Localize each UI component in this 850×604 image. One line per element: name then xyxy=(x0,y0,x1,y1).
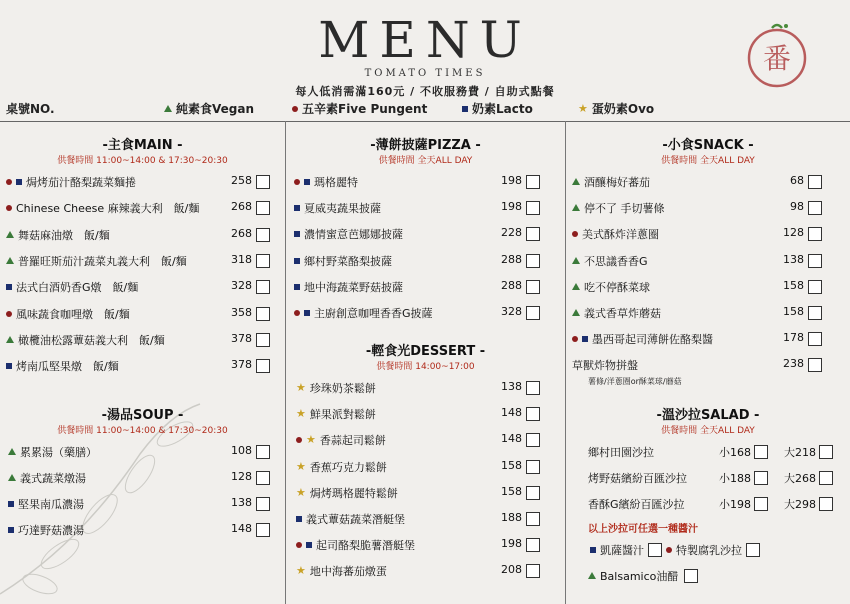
main-section-title: -主食MAIN - xyxy=(102,138,183,153)
menu-item-name xyxy=(294,200,381,216)
menu-item-row xyxy=(294,253,546,271)
order-checkbox[interactable] xyxy=(526,512,540,526)
menu-item-row xyxy=(296,432,546,450)
menu-item-label: 普羅旺斯茄汁蔬菜丸義大利 飯/麵 xyxy=(18,254,187,268)
menu-item-label: 焗烤茄汁酪梨蔬菜麵捲 xyxy=(26,176,136,189)
menu-item-label: 義式蔬菜燉湯 xyxy=(20,472,86,485)
salad-small-checkbox[interactable] xyxy=(754,471,768,485)
menu-item-label: 吃不停酥菜球 xyxy=(584,280,650,294)
tomato-logo xyxy=(742,20,812,90)
menu-item-price: 198 xyxy=(501,174,522,187)
dressing-balsamico-checkbox[interactable] xyxy=(684,569,698,583)
menu-item-name xyxy=(572,357,638,373)
lacto-marker-icon xyxy=(304,179,310,185)
menu-item-name xyxy=(6,358,119,374)
menu-item-row xyxy=(8,444,276,462)
menu-title: MENU xyxy=(318,11,532,69)
menu-item-price: 208 xyxy=(501,563,522,577)
pungent-marker-icon xyxy=(666,547,672,553)
menu-item-price: 198 xyxy=(501,200,522,214)
vegan-marker-icon xyxy=(572,204,580,211)
menu-item-name xyxy=(572,253,648,269)
salad-small-price: 小188 xyxy=(719,472,751,485)
order-checkbox[interactable] xyxy=(256,497,270,511)
menu-item-name xyxy=(294,226,403,242)
menu-item-price: 98 xyxy=(790,200,804,214)
menu-item-label: 香蕉巧克力鬆餅 xyxy=(309,460,387,474)
legend-lacto xyxy=(462,100,533,117)
order-checkbox[interactable] xyxy=(256,307,270,321)
menu-item-name xyxy=(296,432,386,448)
order-checkbox[interactable] xyxy=(526,227,540,241)
menu-item-price: 158 xyxy=(501,484,522,498)
menu-item-price: 288 xyxy=(501,252,522,266)
menu-item-label: 美式酥炸洋蔥圈 xyxy=(582,228,659,242)
legend-vegan xyxy=(164,100,254,117)
menu-item-name xyxy=(6,227,110,243)
menu-item-name xyxy=(572,331,713,347)
menu-subtitle: TOMATO TIMES xyxy=(364,68,486,79)
order-checkbox[interactable] xyxy=(526,381,540,395)
menu-item-price: 148 xyxy=(231,522,252,535)
legend-vegan-label: 純素食Vegan xyxy=(176,102,255,116)
order-checkbox[interactable] xyxy=(256,333,270,347)
salad-large-price: 大298 xyxy=(784,498,816,511)
menu-item-name xyxy=(8,496,84,512)
salad-large-checkbox[interactable] xyxy=(819,497,833,511)
order-checkbox[interactable] xyxy=(808,201,822,215)
lacto-marker-icon xyxy=(8,527,14,533)
salad-row xyxy=(588,496,838,514)
menu-item-name xyxy=(294,305,433,321)
menu-item-row xyxy=(572,226,828,244)
menu-item-row xyxy=(294,200,546,218)
menu-item-label: 地中海蔬菜野菇披薩 xyxy=(304,280,403,294)
order-checkbox[interactable] xyxy=(526,460,540,474)
order-checkbox[interactable] xyxy=(526,486,540,500)
menu-item-name xyxy=(8,522,84,538)
legend-row xyxy=(6,100,844,120)
vegan-marker-icon xyxy=(572,178,580,185)
column-pizza-dessert xyxy=(286,122,565,604)
menu-item-label: 義式香草炸蘑菇 xyxy=(584,307,661,320)
order-checkbox[interactable] xyxy=(526,254,540,268)
column-main-soup xyxy=(0,122,285,604)
menu-item-price: 128 xyxy=(231,470,252,483)
salad-small-checkbox[interactable] xyxy=(754,497,768,511)
salad-section-title: -溫沙拉SALAD - xyxy=(656,408,760,423)
menu-item-name xyxy=(572,226,659,242)
lacto-marker-icon xyxy=(294,284,300,290)
menu-item-label: 橄欖油松露蕈菇義大利 飯/麵 xyxy=(18,333,165,347)
menu-item-price: 288 xyxy=(501,278,522,292)
menu-item-name xyxy=(572,305,661,321)
order-checkbox[interactable] xyxy=(808,227,822,241)
menu-item-price: 268 xyxy=(231,226,252,240)
menu-item-price: 158 xyxy=(501,458,522,472)
order-checkbox[interactable] xyxy=(808,332,822,346)
menu-item-label: 累累湯（藥膳） xyxy=(20,446,97,459)
dressing-text: 凱薩醬汁 xyxy=(600,544,644,557)
menu-item-name xyxy=(294,253,392,269)
menu-item-price: 138 xyxy=(501,380,522,393)
menu-item-label: 起司酪梨脆薯潛艇堡 xyxy=(316,539,415,553)
menu-item-name xyxy=(6,279,138,295)
pungent-marker-icon xyxy=(292,106,298,112)
menu-item-name xyxy=(6,200,199,216)
pungent-marker-icon xyxy=(296,437,302,443)
order-checkbox[interactable] xyxy=(526,175,540,189)
menu-item-row xyxy=(294,226,546,244)
menu-item-price: 328 xyxy=(501,305,522,318)
menu-item-label: 法式白酒奶香G燉 飯/麵 xyxy=(16,281,139,295)
pungent-marker-icon xyxy=(572,336,578,342)
menu-item-name xyxy=(6,253,187,269)
pizza-hours: 供餐時間 全天ALL DAY xyxy=(378,156,473,166)
order-checkbox[interactable] xyxy=(256,254,270,268)
menu-item-price: 188 xyxy=(501,511,522,524)
legend-ovo-label: 蛋奶素Ovo xyxy=(591,102,655,116)
lacto-marker-icon xyxy=(304,310,310,316)
menu-item-row xyxy=(6,174,276,192)
lacto-marker-icon xyxy=(8,501,14,507)
dessert-hours: 供餐時間 14:00~17:00 xyxy=(376,362,475,372)
order-checkbox[interactable] xyxy=(526,433,540,447)
pungent-marker-icon xyxy=(572,231,578,237)
menu-item-label: 草獸炸物拼盤 xyxy=(572,359,638,373)
snack-section-title: -小食SNACK - xyxy=(662,138,754,153)
menu-item-name xyxy=(296,459,387,475)
salad-large-checkbox[interactable] xyxy=(819,445,833,459)
vegan-marker-icon xyxy=(572,257,580,264)
legend-pungent-label: 五辛素Five Pungent xyxy=(302,102,428,116)
ovo-marker-icon: ★ xyxy=(578,102,588,115)
salad-small-price: 小198 xyxy=(719,498,751,511)
menu-item-label: 鮮果派對鬆餅 xyxy=(309,408,376,422)
dressing-text: 特製腐乳沙拉 xyxy=(676,544,742,557)
menu-item-price: 158 xyxy=(783,278,804,292)
ovo-marker-icon: ★ xyxy=(296,407,306,421)
dressing-caesar-checkbox[interactable] xyxy=(648,543,662,557)
salad-large-price: 大268 xyxy=(784,472,816,485)
salad-name: 鄉村田園沙拉 xyxy=(588,446,654,459)
order-checkbox[interactable] xyxy=(526,407,540,421)
menu-item-name xyxy=(296,485,398,501)
order-checkbox[interactable] xyxy=(256,175,270,189)
salad-name: 烤野菇繽紛百匯沙拉 xyxy=(588,472,687,485)
order-checkbox[interactable] xyxy=(256,228,270,242)
menu-item-row xyxy=(296,406,546,424)
menu-item-row xyxy=(294,279,546,297)
menu-item-name xyxy=(8,470,86,486)
pizza-section-title: -薄餅披薩PIZZA - xyxy=(370,138,481,153)
menu-item-row xyxy=(296,380,546,398)
menu-item-price: 148 xyxy=(501,406,522,420)
platter-note: 薯條/洋蔥圈or酥菜球/蘑菇 xyxy=(588,377,682,386)
menu-item-row xyxy=(8,470,276,488)
menu-item-label: 鄉村野菜酪梨披薩 xyxy=(304,254,392,268)
menu-item-name xyxy=(296,511,405,527)
salad-name: 香酥G繽紛百匯沙拉 xyxy=(588,498,685,511)
order-checkbox[interactable] xyxy=(256,471,270,485)
menu-item-row xyxy=(6,332,276,350)
vegan-marker-icon xyxy=(164,105,172,112)
ovo-marker-icon: ★ xyxy=(296,564,306,578)
column-snack-salad xyxy=(566,122,850,604)
lacto-marker-icon xyxy=(6,363,12,369)
dressing-text: Balsamico油醋 xyxy=(600,570,679,583)
menu-item-label: 墨西哥起司薄餅佐酪梨醬 xyxy=(592,333,713,347)
menu-item-name xyxy=(296,537,415,553)
lacto-marker-icon xyxy=(294,258,300,264)
ovo-marker-icon: ★ xyxy=(296,459,306,473)
dressing-label xyxy=(590,542,662,558)
order-checkbox[interactable] xyxy=(526,201,540,215)
salad-large-checkbox[interactable] xyxy=(819,471,833,485)
lacto-marker-icon xyxy=(296,516,302,522)
salad-small-price: 小168 xyxy=(719,446,751,459)
menu-item-name xyxy=(572,279,650,295)
menu-item-label: 烤南瓜堅果燉 飯/麵 xyxy=(16,360,119,374)
menu-item-price: 128 xyxy=(783,226,804,240)
menu-item-name xyxy=(296,406,376,422)
ovo-marker-icon: ★ xyxy=(296,381,306,394)
menu-item-price: 68 xyxy=(790,174,804,187)
lacto-marker-icon xyxy=(294,231,300,237)
menu-item-label: 地中海蕃茄燉蛋 xyxy=(309,565,387,579)
menu-item-row xyxy=(296,511,546,529)
order-checkbox[interactable] xyxy=(808,175,822,189)
salad-row xyxy=(588,444,838,462)
order-checkbox[interactable] xyxy=(256,445,270,459)
menu-item-price: 238 xyxy=(783,357,804,371)
menu-item-row xyxy=(572,357,828,375)
pungent-marker-icon xyxy=(6,179,12,185)
dressing-balsamico xyxy=(588,568,718,586)
menu-item-label: 香蒜起司鬆餅 xyxy=(319,434,386,448)
menu-item-row xyxy=(572,200,828,218)
dressing-tofu-checkbox[interactable] xyxy=(746,543,760,557)
pungent-marker-icon xyxy=(6,205,12,211)
order-checkbox[interactable] xyxy=(808,306,822,320)
order-checkbox[interactable] xyxy=(808,358,822,372)
menu-item-row xyxy=(6,306,276,324)
order-checkbox[interactable] xyxy=(808,280,822,294)
dressing-tofu xyxy=(666,542,796,560)
lacto-marker-icon xyxy=(306,542,312,548)
order-checkbox[interactable] xyxy=(808,254,822,268)
lacto-marker-icon xyxy=(16,179,22,185)
menu-item-label: 巧達野菇濃湯 xyxy=(18,524,84,537)
vegan-marker-icon xyxy=(8,448,16,455)
menu-item-label: 濃情蜜意芭娜娜披薩 xyxy=(304,228,403,242)
menu-item-name xyxy=(294,279,403,295)
menu-rules: 每人低消需滿160元 / 不收服務費 / 自助式點餐 xyxy=(295,85,555,98)
vegan-marker-icon xyxy=(572,309,580,316)
menu-item-row xyxy=(294,305,546,323)
menu-item-row xyxy=(8,522,276,540)
order-checkbox[interactable] xyxy=(256,523,270,537)
menu-item-name xyxy=(296,380,376,396)
menu-item-price: 258 xyxy=(231,174,252,187)
vegan-marker-icon xyxy=(572,283,580,290)
menu-item-price: 318 xyxy=(231,252,252,266)
pungent-marker-icon xyxy=(6,311,12,317)
menu-item-row xyxy=(6,200,276,218)
salad-large-price: 大218 xyxy=(784,446,816,459)
menu-item-price: 108 xyxy=(231,444,252,457)
lacto-marker-icon xyxy=(582,336,588,342)
vegan-marker-icon xyxy=(6,231,14,238)
dressing-label xyxy=(666,542,760,558)
menu-item-price: 198 xyxy=(501,537,522,551)
legend-lacto-label: 奶素Lacto xyxy=(472,102,533,116)
ovo-marker-icon: ★ xyxy=(306,433,316,447)
menu-item-row xyxy=(6,358,276,376)
menu-item-name xyxy=(572,200,665,216)
menu-item-price: 228 xyxy=(501,226,522,240)
menu-item-row xyxy=(6,227,276,245)
snack-hours: 供餐時間 全天ALL DAY xyxy=(661,156,755,166)
menu-item-row xyxy=(572,305,828,323)
lacto-marker-icon xyxy=(294,205,300,211)
menu-item-price: 138 xyxy=(231,496,252,509)
vegan-marker-icon xyxy=(6,257,14,264)
menu-item-label: 不思議香香G xyxy=(584,254,648,268)
pungent-marker-icon xyxy=(294,179,300,185)
menu-item-price: 268 xyxy=(231,200,252,214)
vegan-marker-icon xyxy=(6,336,14,343)
menu-item-label: 酒釀梅好蕃茄 xyxy=(584,176,650,189)
menu-item-price: 158 xyxy=(783,305,804,318)
salad-hours: 供餐時間 全天ALL DAY xyxy=(661,426,755,436)
menu-item-label: 義式蕈菇蔬菜潛艇堡 xyxy=(306,513,405,526)
menu-item-label: 堅果南瓜濃湯 xyxy=(18,498,84,511)
menu-item-price: 378 xyxy=(231,331,252,345)
menu-item-label: 珍珠奶茶鬆餅 xyxy=(309,382,376,395)
dressing-label xyxy=(588,568,698,584)
menu-item-row xyxy=(572,174,828,192)
menu-item-row xyxy=(572,331,828,349)
menu-item-label: 風味蔬食咖哩燉 飯/麵 xyxy=(16,307,130,321)
order-checkbox[interactable] xyxy=(526,280,540,294)
menu-item-row xyxy=(296,563,546,581)
lacto-marker-icon xyxy=(462,106,468,112)
legend-pungent xyxy=(292,100,427,117)
menu-item-label: 焗烤瑪格麗特鬆餅 xyxy=(309,486,398,500)
menu-item-price: 138 xyxy=(783,252,804,266)
menu-item-price: 148 xyxy=(501,432,522,446)
menu-item-price: 178 xyxy=(783,331,804,345)
menu-item-label: 停不了 手切薯條 xyxy=(584,202,665,216)
menu-item-name xyxy=(296,563,387,579)
ovo-marker-icon: ★ xyxy=(296,485,306,499)
menu-item-row xyxy=(8,496,276,514)
order-checkbox[interactable] xyxy=(256,280,270,294)
menu-item-row xyxy=(6,279,276,297)
menu-item-price: 358 xyxy=(231,305,252,319)
menu-item-row xyxy=(296,459,546,477)
menu-item-name xyxy=(294,174,358,190)
soup-section-title: -湯品SOUP - xyxy=(101,408,184,423)
logo-glyph: 番 xyxy=(762,42,792,75)
main-hours: 供餐時間 11:00~14:00 & 17:30~20:30 xyxy=(57,156,228,166)
lacto-marker-icon xyxy=(6,284,12,290)
salad-small-checkbox[interactable] xyxy=(754,445,768,459)
vegan-marker-icon xyxy=(588,572,596,579)
menu-item-label: 主廚創意咖哩香香G披薩 xyxy=(314,307,433,320)
menu-item-row xyxy=(6,253,276,271)
legend-ovo xyxy=(578,100,654,117)
menu-item-row xyxy=(296,485,546,503)
menu-item-label: 舞菇麻油燉 飯/麵 xyxy=(18,228,110,242)
menu-item-price: 378 xyxy=(231,358,252,372)
menu-item-name xyxy=(6,306,130,322)
order-checkbox[interactable] xyxy=(526,538,540,552)
menu-item-row xyxy=(296,537,546,555)
menu-item-name xyxy=(8,444,97,460)
vegan-marker-icon xyxy=(8,474,16,481)
table-number-label: 桌號NO. xyxy=(6,102,55,116)
lacto-marker-icon xyxy=(590,547,596,553)
menu-item-name xyxy=(572,174,650,190)
salad-row xyxy=(588,470,838,488)
menu-item-row xyxy=(294,174,546,192)
menu-item-label: 夏威夷蔬果披薩 xyxy=(304,202,381,216)
menu-item-row xyxy=(572,279,828,297)
menu-item-row xyxy=(572,253,828,271)
dessert-section-title: -輕食光DESSERT - xyxy=(365,344,486,359)
menu-item-label: Chinese Cheese 麻辣義大利 飯/麵 xyxy=(16,202,200,216)
menu-item-price: 328 xyxy=(231,279,252,293)
soup-hours: 供餐時間 11:00~14:00 & 17:30~20:30 xyxy=(57,426,228,436)
menu-item-label: 瑪格麗特 xyxy=(314,176,358,189)
order-checkbox[interactable] xyxy=(526,306,540,320)
order-checkbox[interactable] xyxy=(256,359,270,373)
pungent-marker-icon xyxy=(294,310,300,316)
pungent-marker-icon xyxy=(296,542,302,548)
menu-item-name xyxy=(6,332,165,348)
salad-dressing-note: 以上沙拉可任選一種醬汁 xyxy=(588,524,698,535)
menu-item-name xyxy=(6,174,136,190)
order-checkbox[interactable] xyxy=(526,564,540,578)
order-checkbox[interactable] xyxy=(256,201,270,215)
